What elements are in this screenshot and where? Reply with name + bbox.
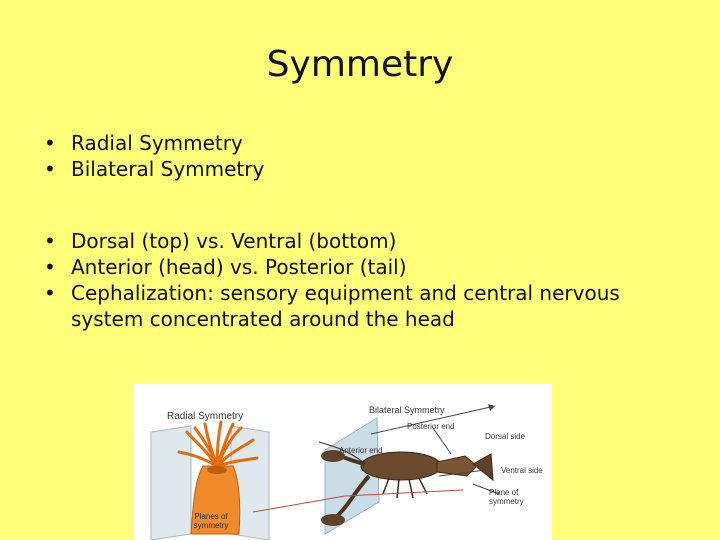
bullet-item: • Anterior (head) vs. Posterior (tail) (44, 255, 407, 279)
bullet-list-body-terms (44, 228, 684, 332)
crayfish-claw (321, 514, 345, 526)
bullet-item: • Cephalization: sensory equipment and central nervous system concentrated around the head (44, 281, 620, 331)
anemone-mouth (207, 466, 227, 474)
bullet-text: Bilateral Symmetry (71, 157, 265, 181)
ventral-label: Ventral side (501, 466, 543, 475)
crayfish-legs (383, 478, 427, 498)
bilateral-title-label: Bilateral Symmetry (369, 405, 445, 415)
posterior-pointer (433, 428, 451, 454)
bullet-text: Radial Symmetry (71, 131, 243, 155)
bullet-item: • Radial Symmetry (44, 131, 243, 155)
radial-plane-label: Planes of symmetry (193, 512, 229, 530)
arrow-head (488, 404, 495, 411)
bullet-text: Dorsal (top) vs. Ventral (bottom) (71, 229, 397, 253)
radial-title-label: Radial Symmetry (167, 411, 244, 422)
anterior-label: Anterior end (339, 446, 383, 455)
symmetry-illustration (133, 384, 552, 540)
slide-title: Symmetry (266, 44, 454, 85)
posterior-label: Posterior end (407, 422, 455, 431)
bullet-list-symmetry-types (44, 130, 684, 182)
crayfish-tail (473, 454, 493, 480)
bullet-text: Cephalization: sensory equipment and central nervous system concentrated around the head (71, 281, 620, 331)
bullet-text: Anterior (head) vs. Posterior (tail) (71, 255, 407, 279)
bullet-item: • Bilateral Symmetry (44, 157, 265, 181)
bilateral-plane-label: Plane of symmetry (489, 488, 524, 506)
crayfish-carapace (361, 452, 441, 480)
bullet-item: • Dorsal (top) vs. Ventral (bottom) (44, 229, 397, 253)
dorsal-label: Dorsal side (485, 432, 526, 441)
crayfish-abdomen (437, 456, 477, 476)
